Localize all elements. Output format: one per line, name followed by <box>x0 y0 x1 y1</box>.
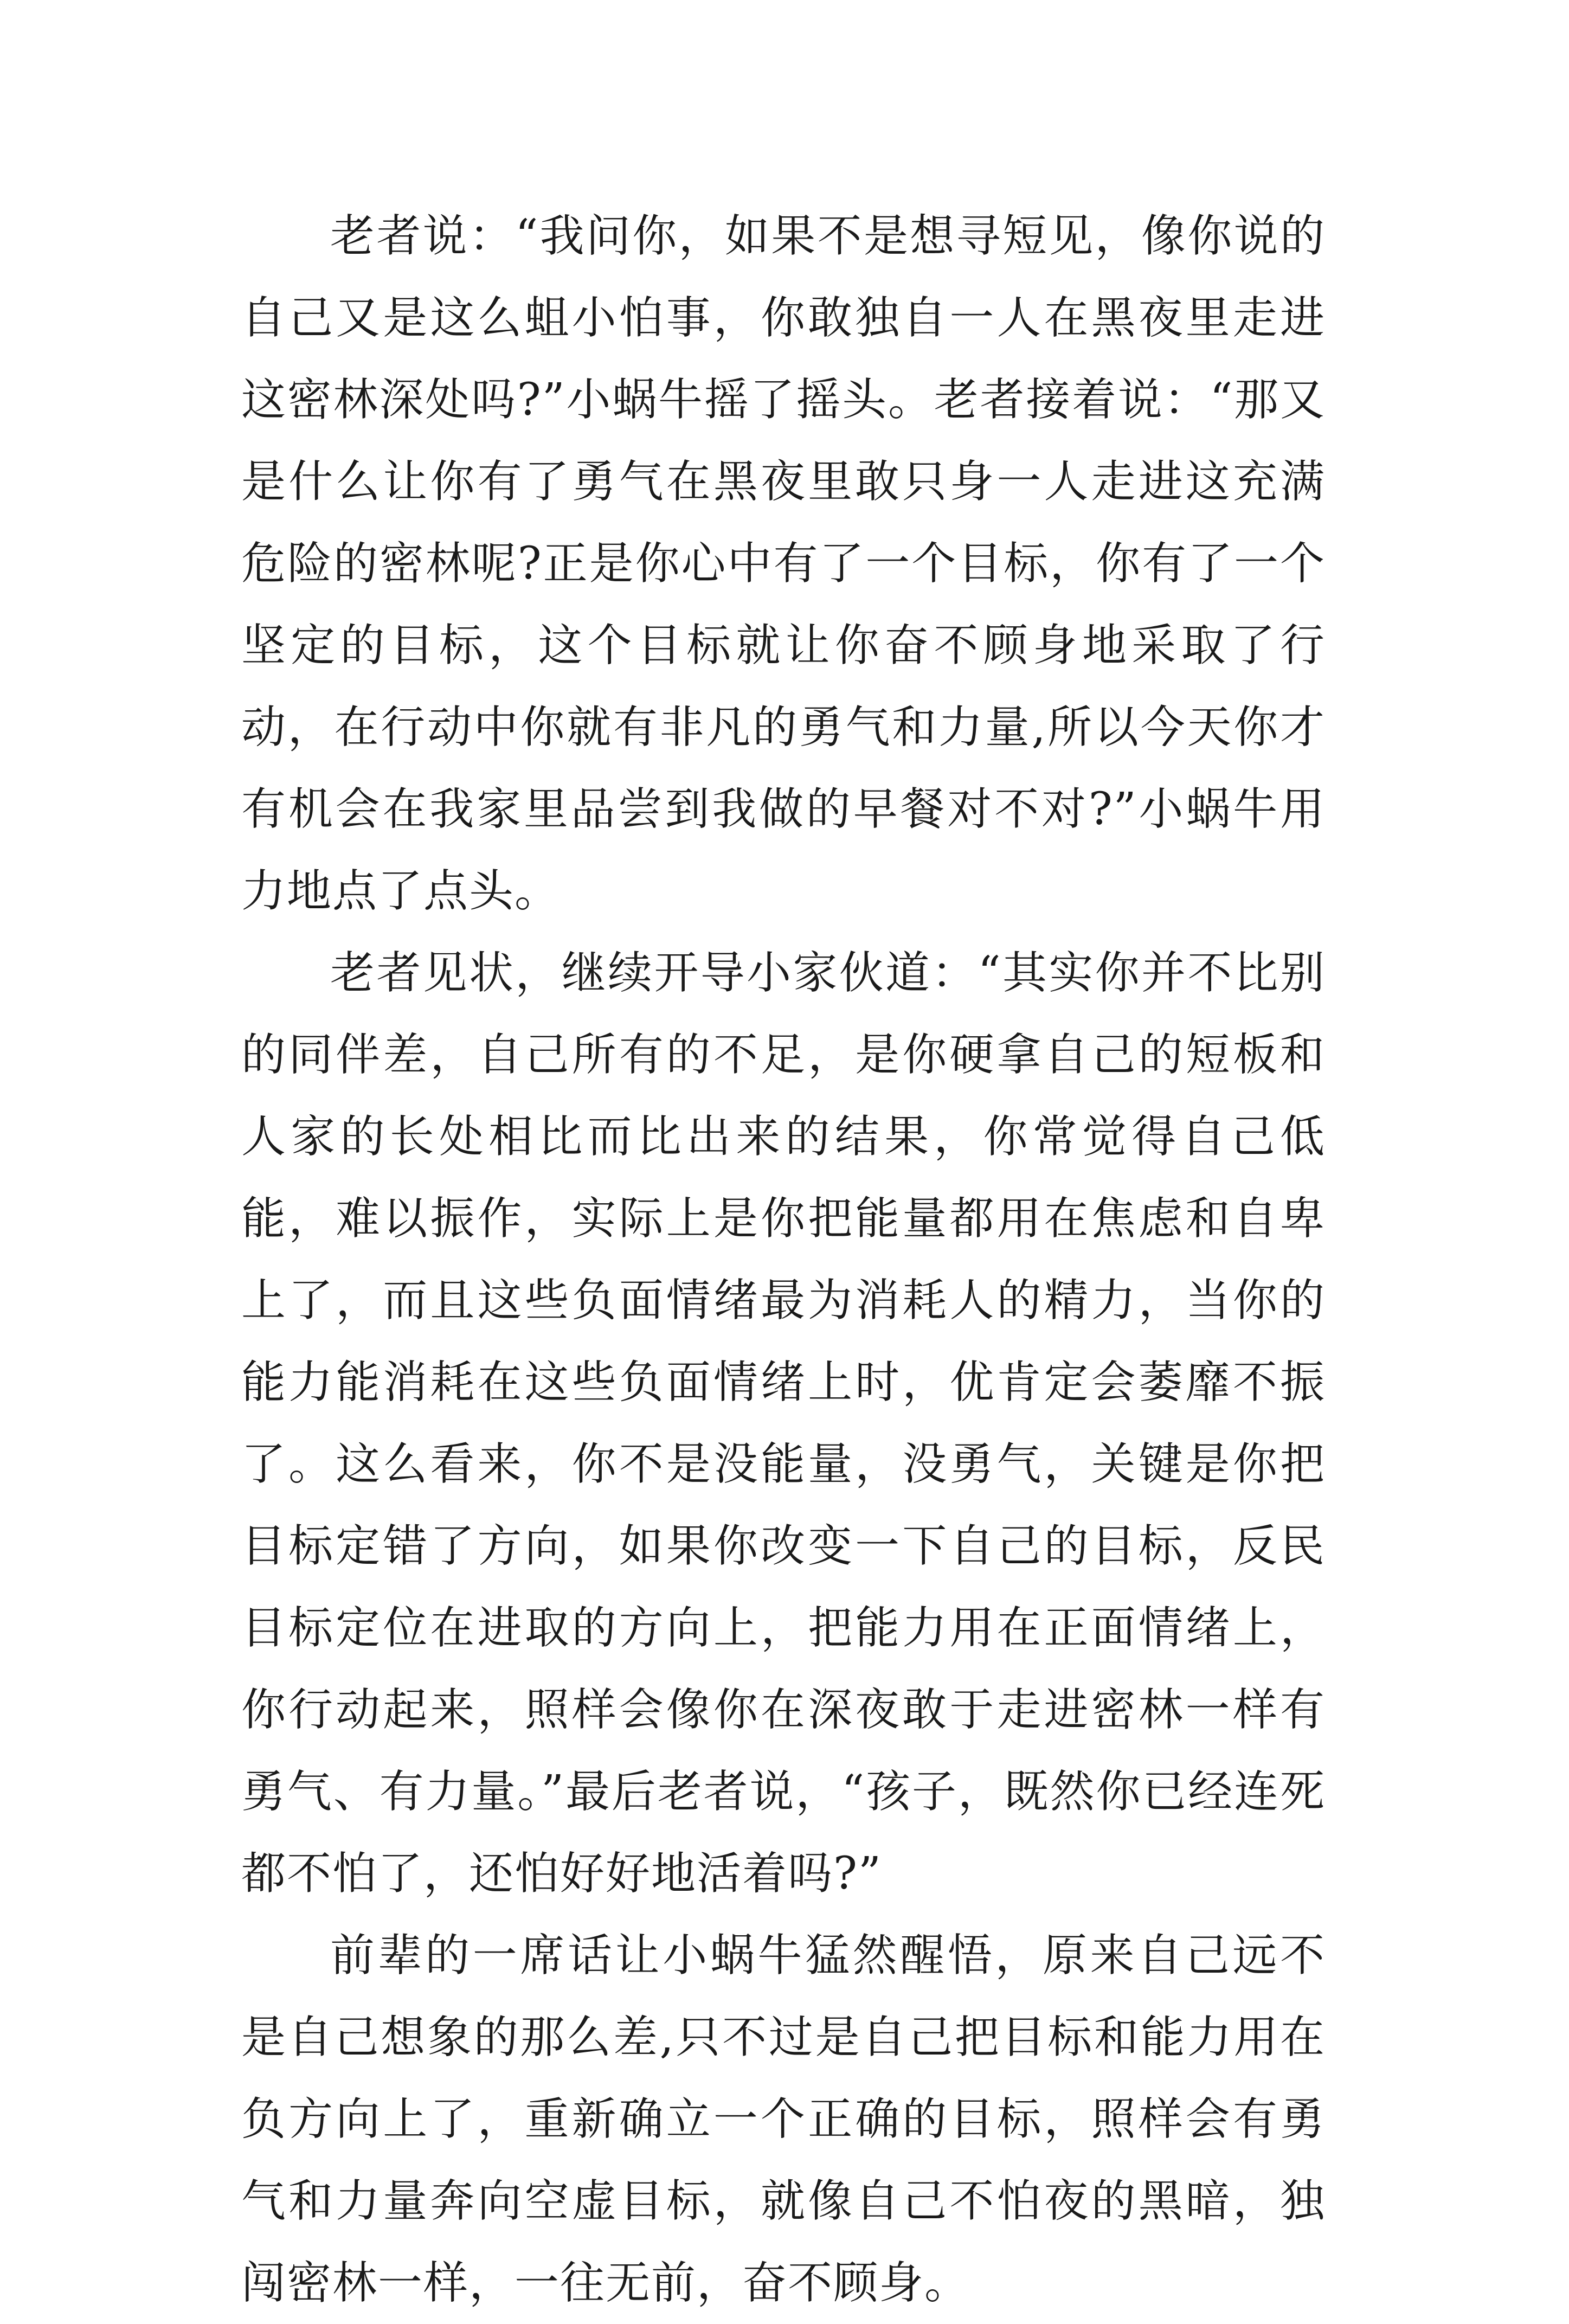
body-text <box>241 195 1326 2324</box>
paragraph-2: 老者见状，继续开导小家伙道：“其实你并不比别的同伴差，自己所有的不足，是你硬拿自己的短板和人家的长处相比而比出来的结果，你常觉得自己低能，难以振作，实际上是你把能量都用在焦虑和自卑上了，而且这些负面情绪最为消耗人的精力，当你的能力能消耗在这些负面情绪上时，优肯定会萎靡不振了。这么看来，你不是没能量，没勇气，关键是你把目标定错了方向，如果你改变一下自己的目标，反民目标定位在进取的方向上，把能力用在正面情绪上，你行动起来，照样会像你在深夜敢于走进密林一样有勇气、有力量。”最后老者说，“孩子，既然你已经连死都不怕了，还怕好好地活着吗?” <box>241 947 1326 1899</box>
paragraph-1: 老者说：“我问你，如果不是想寻短见，像你说的自己又是这么蛆小怕事，你敢独自一人在黑夜里走进这密林深处吗?”小蜗牛摇了摇头。老者接着说：“那又是什么让你有了勇气在黑夜里敢只身一人走进这充满危险的密林呢?正是你心中有了一个目标，你有了一个坚定的目标，这个目标就让你奋不顾身地采取了行动，在行动中你就有非凡的勇气和力量,所以今天你才有机会在我家里品尝到我做的早餐对不对?”小蜗牛用力地点了点头。 <box>241 210 1326 917</box>
paragraph-3: 前辈的一席话让小蜗牛猛然醒悟，原来自己远不是自己想象的那么差,只不过是自己把目标和能力用在负方向上了，重新确立一个正确的目标，照样会有勇气和力量奔向空虚目标，就像自己不怕夜的黑暗，独闯密林一样，一往无前，奋不顾身。 <box>241 1930 1326 2309</box>
